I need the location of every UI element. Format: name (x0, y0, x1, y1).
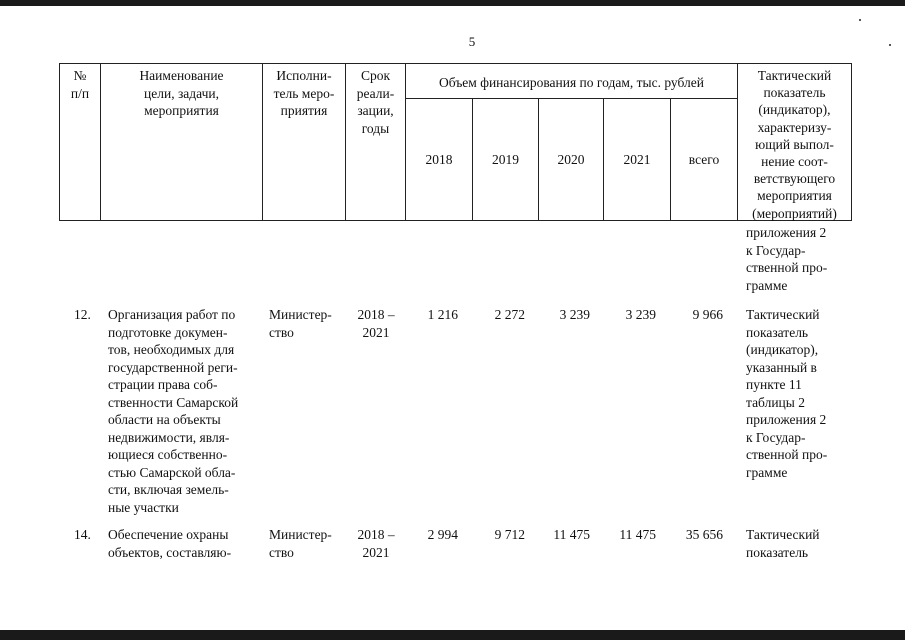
header-year-2021: 2021 (623, 152, 651, 167)
header-financing: Объем финансирования по годам, тыс. рублей (439, 75, 704, 90)
header-number: № п/п (70, 68, 90, 101)
table-header-bottom (59, 220, 852, 221)
row-12-name: Организация работ по подготовке докумен- тов, необходимых для государственной реги- страции права соб- ственности Самарской области на объекты недвижимости, явля- ющиеся собственно- стью Самарской обла- сти, включая земель- ные участки (108, 307, 239, 515)
header-executor: Исполни- тель меро- приятия (273, 68, 335, 118)
header-indicator: Тактический показатель (индикатор), характеризу- ющий выпол- нение соот- ветствующего мероприятия (мероприятий) (752, 68, 837, 221)
row-14-value-2020: 11 475 (553, 527, 590, 542)
table-header-divider (405, 98, 737, 99)
row-12-indicator: Тактический показатель (индикатор), указанный в пункте 11 таблицы 2 приложения 2 к Государ- ственной про- грамме (746, 307, 828, 480)
row-12-value-2019: 2 272 (494, 307, 525, 322)
row-12-term: 2018 – 2021 (357, 307, 395, 340)
table-border-top (59, 63, 852, 64)
header-year-2019: 2019 (492, 152, 519, 167)
row-12-number: 12. (74, 307, 91, 322)
indicator-continuation: приложения 2 к Государ- ственной про- грамме (746, 225, 828, 293)
row-14-value-2019: 9 712 (494, 527, 525, 542)
page-number: 5 (468, 34, 476, 49)
row-14-value-2021: 11 475 (619, 527, 656, 542)
header-name: Наименование цели, задачи, мероприятия (139, 68, 224, 118)
row-14-total: 35 656 (685, 527, 723, 542)
row-12-value-2021: 3 239 (625, 307, 656, 322)
header-term: Срок реали- зации, годы (356, 68, 395, 136)
header-year-2020: 2020 (557, 152, 585, 167)
row-14-indicator: Тактический показатель (746, 527, 820, 560)
row-12-value-2020: 3 239 (559, 307, 590, 322)
row-14-executor: Министер- ство (269, 527, 332, 560)
row-12-total: 9 966 (692, 307, 723, 322)
row-14-term: 2018 – 2021 (357, 527, 395, 560)
header-total: всего (688, 152, 720, 167)
table-vline (851, 63, 852, 221)
row-14-value-2018: 2 994 (427, 527, 458, 542)
header-year-2018: 2018 (425, 152, 453, 167)
row-14-name: Обеспечение охраны объектов, составляю- (108, 527, 232, 560)
row-12-value-2018: 1 216 (427, 307, 458, 322)
row-12-executor: Министер- ство (269, 307, 332, 340)
row-14-number: 14. (74, 527, 91, 542)
